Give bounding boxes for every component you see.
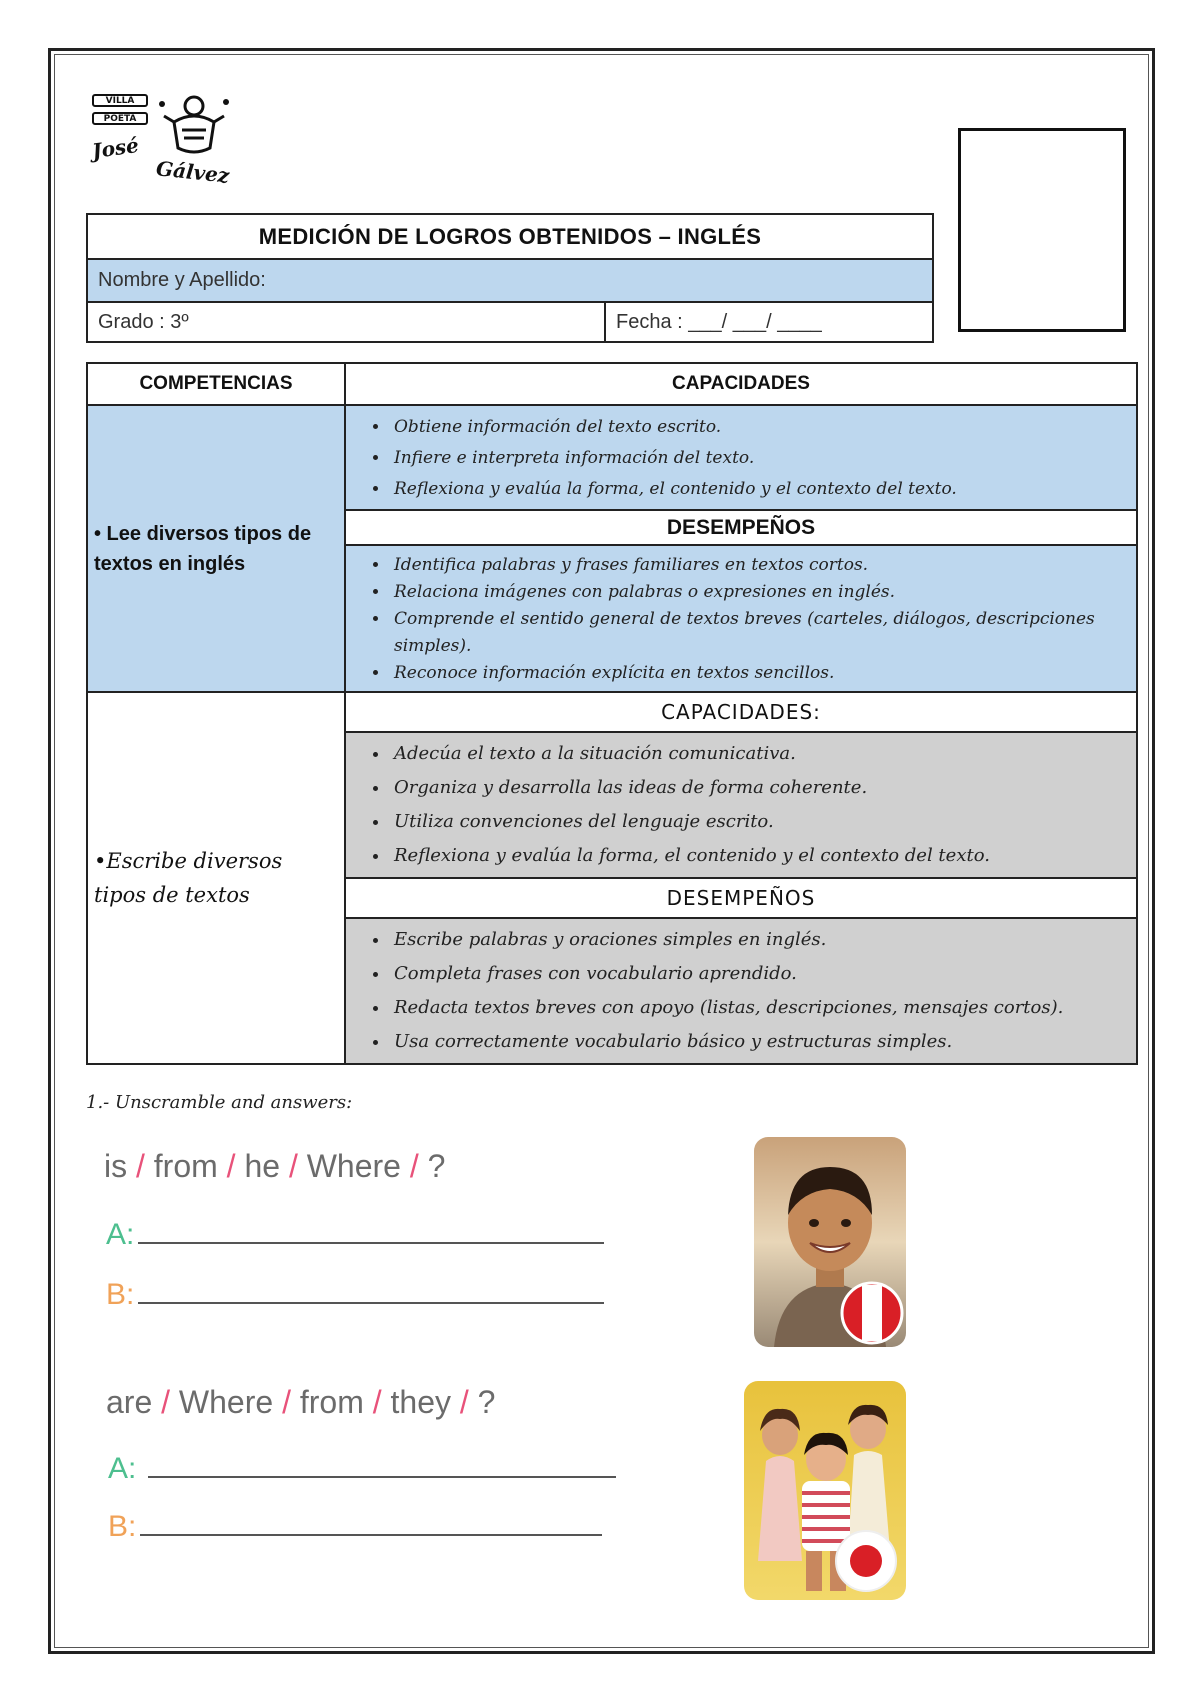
list-item: • Comprende el sentido general de textos breves (carteles, diálogos, descripciones simples).: [390, 606, 1126, 660]
list-item: • Usa correctamente vocabulario básico y estructuras simples.: [390, 1025, 1126, 1059]
separator: /: [136, 1148, 145, 1184]
boy-peru-image: [754, 1137, 906, 1347]
writing-desempenos-title: DESEMPEÑOS: [346, 877, 1136, 919]
separator: /: [372, 1384, 382, 1420]
logo-jose: José: [90, 132, 141, 164]
separator: /: [226, 1148, 236, 1184]
answer-b-line-1[interactable]: [106, 1278, 604, 1312]
word: he: [244, 1148, 281, 1184]
student-photo-box: [958, 128, 1126, 332]
table-header-row: [88, 364, 1136, 404]
logo-villa: VILLA: [92, 94, 148, 107]
school-logo: [92, 92, 252, 192]
word: from: [153, 1148, 218, 1184]
word: ?: [427, 1148, 446, 1184]
reading-capacities-list: [346, 406, 1136, 509]
separator: /: [282, 1384, 291, 1420]
answer-b-line-2[interactable]: [108, 1510, 602, 1544]
reading-desempenos-title: DESEMPEÑOS: [346, 509, 1136, 546]
grade-field: Grado : 3º: [88, 303, 606, 341]
boy-portrait-icon: [754, 1137, 906, 1347]
list-item: • Utiliza convenciones del lenguaje escrito.: [390, 805, 1126, 839]
separator: /: [409, 1148, 419, 1184]
list-item: • Relaciona imágenes con palabras o expresiones en inglés.: [390, 579, 1126, 606]
girls-japan-image: [744, 1381, 906, 1600]
list-item: • Redacta textos breves con apoyo (listas, descripciones, mensajes cortos).: [390, 991, 1126, 1025]
girls-group-icon: [744, 1381, 906, 1600]
header-capacidades: CAPACIDADES: [672, 373, 810, 394]
word: Where: [178, 1384, 274, 1420]
list-item: • Reflexiona y evalúa la forma, el contenido y el contexto del texto.: [390, 839, 1126, 873]
competency-writing: •Escribe diversos tipos de textos: [88, 693, 346, 1063]
writing-desempenos-list: [346, 919, 1136, 1063]
word: ?: [477, 1384, 496, 1420]
answer-line[interactable]: [140, 1510, 602, 1536]
competency-row-writing: [88, 691, 1136, 1063]
answer-line[interactable]: [138, 1218, 604, 1244]
writing-capacities-list: [346, 733, 1136, 877]
answer-b-label: B:: [108, 1510, 137, 1543]
answer-a-line-2[interactable]: [108, 1452, 616, 1486]
list-item: • Adecúa el texto a la situación comunicativa.: [390, 737, 1126, 771]
word: are: [106, 1384, 153, 1420]
header-competencias: COMPETENCIAS: [88, 364, 346, 404]
separator: /: [161, 1384, 171, 1420]
exercise-title: 1.- Unscramble and answers:: [86, 1092, 353, 1113]
writing-capacidades-title: CAPACIDADES:: [346, 693, 1136, 733]
word: from: [299, 1384, 364, 1420]
answer-a-label: A:: [106, 1218, 135, 1251]
reading-desempenos-list: [346, 546, 1136, 691]
answer-b-label: B:: [106, 1278, 135, 1311]
list-item: • Reflexiona y evalúa la forma, el contenido y el contexto del texto.: [390, 474, 1126, 505]
logo-galvez: Gálvez: [154, 156, 231, 188]
answer-a-label: A:: [108, 1452, 137, 1485]
word: Where: [306, 1148, 401, 1184]
logo-illustration-icon: [154, 92, 234, 162]
list-item: • Completa frases con vocabulario aprendido.: [390, 957, 1126, 991]
answer-line[interactable]: [148, 1452, 616, 1478]
header-table: [86, 213, 934, 343]
page-title: MEDICIÓN DE LOGROS OBTENIDOS – INGLÉS: [88, 215, 932, 260]
question-1: [104, 1148, 445, 1185]
separator: /: [459, 1384, 469, 1420]
list-item: • Escribe palabras y oraciones simples en inglés.: [390, 923, 1126, 957]
list-item: • Reconoce información explícita en textos sencillos.: [390, 660, 1126, 687]
answer-line[interactable]: [138, 1278, 604, 1304]
list-item: • Infiere e interpreta información del texto.: [390, 443, 1126, 474]
competency-row-reading: [88, 404, 1136, 691]
word: they: [390, 1384, 451, 1420]
question-2: [106, 1384, 495, 1421]
name-field[interactable]: Nombre y Apellido:: [88, 260, 932, 303]
separator: /: [288, 1148, 298, 1184]
date-field[interactable]: Fecha : ___/ ___/ ____: [616, 311, 822, 333]
list-item: • Obtiene información del texto escrito.: [390, 412, 1126, 443]
logo-poeta: POETA: [92, 112, 148, 125]
list-item: • Identifica palabras y frases familiares en textos cortos.: [390, 552, 1126, 579]
competencies-table: [86, 362, 1138, 1065]
competency-reading: • Lee diversos tipos de textos en inglés: [88, 406, 346, 691]
list-item: • Organiza y desarrolla las ideas de forma coherente.: [390, 771, 1126, 805]
answer-a-line-1[interactable]: [106, 1218, 604, 1252]
word: is: [104, 1148, 128, 1184]
